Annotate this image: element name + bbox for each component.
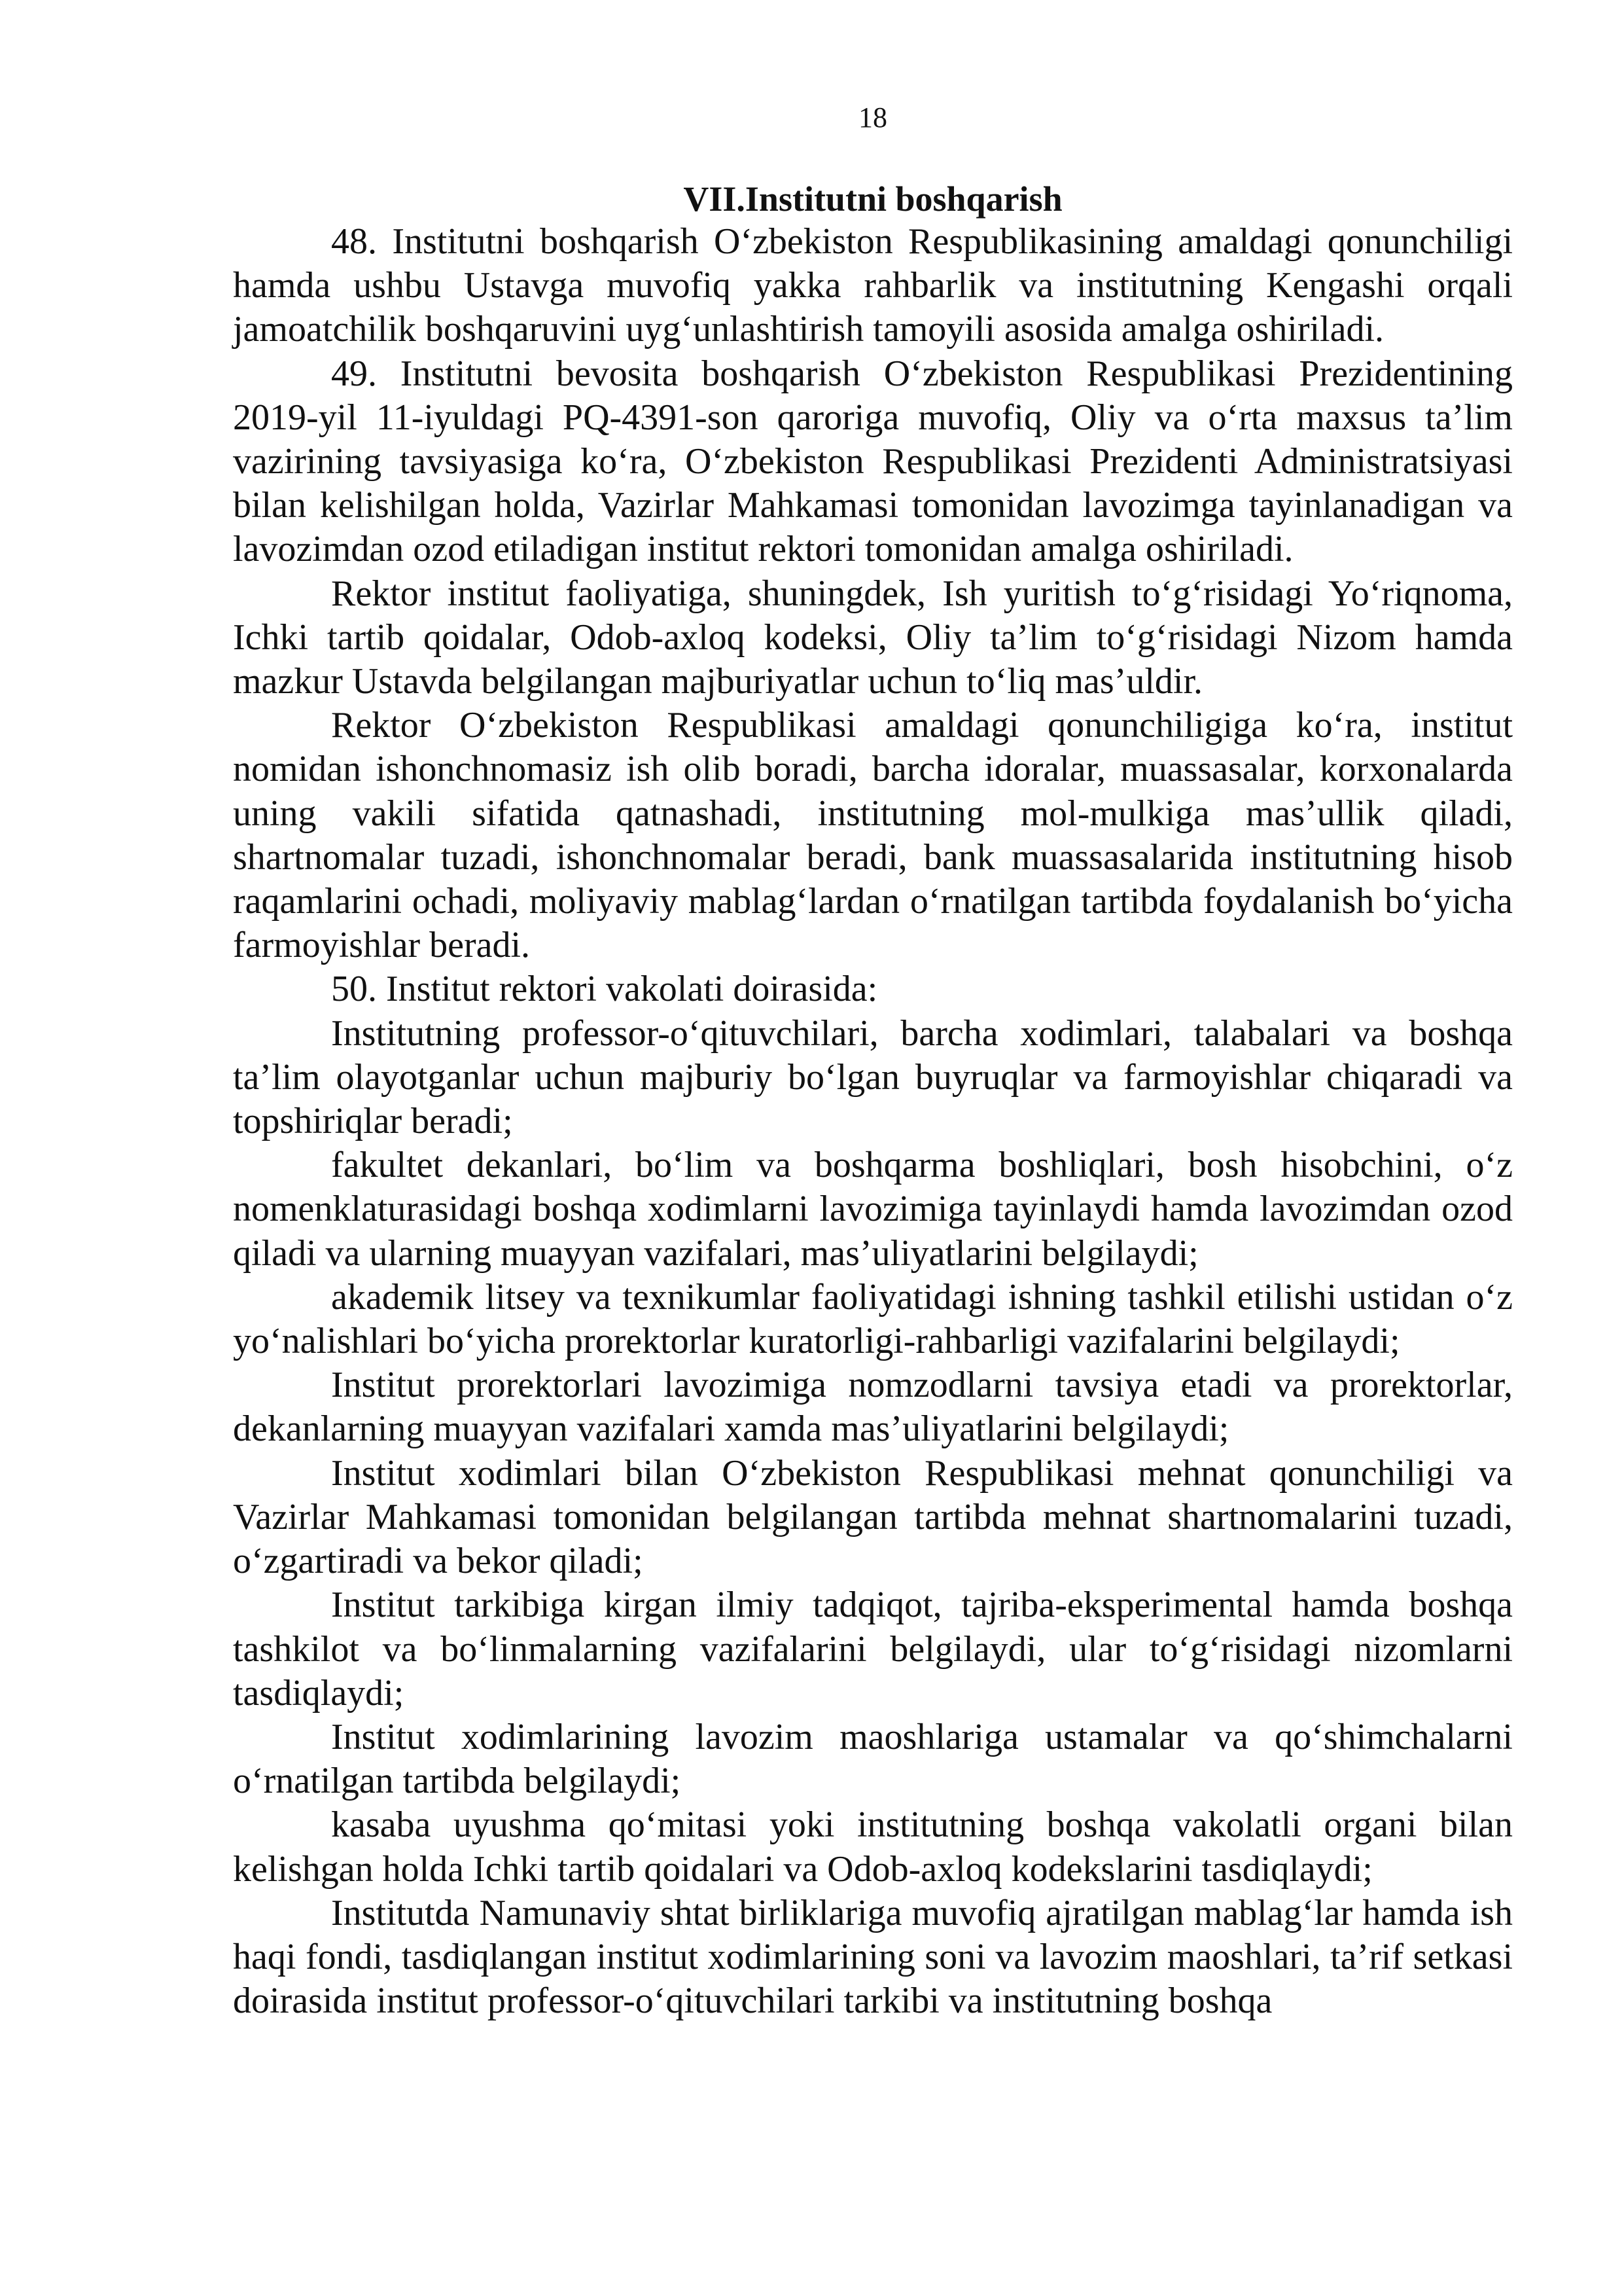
list-item: Institut tarkibiga kirgan ilmiy tadqiqot, tajriba-eksperimental hamda boshqa tashkilot va bo‘linmalarning vazifalarini belgilaydi, ular to‘g‘risidagi nizomlarni tasdiqlaydi;: [233, 1585, 1513, 1713]
page-number: 18: [858, 101, 887, 134]
paragraph-rector-responsibility: Rektor institut faoliyatiga, shuningdek, Ish yuritish to‘g‘risidagi Yo‘riqnoma, Ichki tartib qoidalar, Odob-axloq kodeksi, Oliy ta’lim to‘g‘risidagi Nizom hamda mazkur Ustavda belgilangan majburiyatlar uchun to‘liq mas’uldir.: [233, 573, 1513, 702]
list-item: Institut xodimlarining lavozim maoshlariga ustamalar va qo‘shimchalarni o‘rnatilgan tartibda belgilaydi;: [233, 1716, 1513, 1802]
list-item: Institutda Namunaviy shtat birliklariga muvofiq ajratilgan mablag‘lar hamda ish haqi fondi, tasdiqlangan institut xodimlarining soni va lavozim maoshlari, ta’rif setkasi doirasida institut professor-o‘qituvchilari tarkibi va institutning boshqa: [233, 1892, 1513, 2022]
list-item: fakultet dekanlari, bo‘lim va boshqarma boshliqlari, bosh hisobchini, o‘z nomenklaturasidagi boshqa xodimlarni lavozimiga tayinlaydi hamda lavozimdan ozod qiladi va ularning muayyan vazifalari, mas’uliyatlarini belgilaydi;: [233, 1145, 1513, 1274]
list-item: kasaba uyushma qo‘mitasi yoki institutning boshqa vakolatli organi bilan kelishgan holda Ichki tartib qoidalari va Odob-axloq kodekslarini tasdiqlaydi;: [233, 1804, 1513, 1890]
document-page: [233, 98, 1513, 2023]
paragraph-49: 49. Institutni bevosita boshqarish O‘zbekiston Respublikasi Prezidentining 2019-yil 11-iyuldagi PQ-4391-son qaroriga muvofiq, Oliy va o‘rta maxsus ta’lim vazirining tavsiyasiga ko‘ra, O‘zbekiston Respublikasi Prezidenti Administratsiyasi bilan kelishilgan holda, Vazirlar Mahkamasi tomonidan lavozimga tayinlanadigan va lavozimdan ozod etiladigan institut rektori tomonidan amalga oshiriladi.: [233, 353, 1513, 570]
paragraph-48: 48. Institutni boshqarish O‘zbekiston Respublikasining amaldagi qonunchiligi hamda ushbu Ustavga muvofiq yakka rahbarlik va institutning Kengashi orqali jamoatchilik boshqaruvini uyg‘unlashtirish tamoyili asosida amalga oshiriladi.: [233, 221, 1513, 350]
paragraph-rector-powers: Rektor O‘zbekiston Respublikasi amaldagi qonunchiligiga ko‘ra, institut nomidan ishonchnomasiz ish olib boradi, barcha idoralar, muassasalar, korxonalarda uning vakili sifatida qatnashadi, institutning mol-mulkiga mas’ullik qiladi, shartnomalar tuzadi, ishonchnomalar beradi, bank muassasalarida institutning hisob raqamlarini ochadi, moliyaviy mablag‘lardan o‘rnatilgan tartibda foydalanish bo‘yicha farmoyishlar beradi.: [233, 705, 1513, 966]
list-item: akademik litsey va texnikumlar faoliyatidagi ishning tashkil etilishi ustidan o‘z yo‘nalishlari bo‘yicha prorektorlar kuratorligi-rahbarligi vazifalarini belgilaydi;: [233, 1276, 1513, 1362]
section-title: VII.Institutni boshqarish: [683, 179, 1063, 219]
paragraph-50: 50. Institut rektori vakolati doirasida:: [331, 969, 878, 1010]
list-item: Institut prorektorlari lavozimiga nomzodlarni tavsiya etadi va prorektorlar, dekanlarning muayyan vazifalari xamda mas’uliyatlarini belgilaydi;: [233, 1365, 1513, 1450]
list-item: Institutning professor-o‘qituvchilari, barcha xodimlari, talabalari va boshqa ta’lim olayotganlar uchun majburiy bo‘lgan buyruqlar va farmoyishlar chiqaradi va topshiriqlar beradi;: [233, 1013, 1513, 1142]
list-item: Institut xodimlari bilan O‘zbekiston Respublikasi mehnat qonunchiligi va Vazirlar Mahkamasi tomonidan belgilangan tartibda mehnat shartnomalarini tuzadi, o‘zgartiradi va bekor qiladi;: [233, 1452, 1513, 1582]
